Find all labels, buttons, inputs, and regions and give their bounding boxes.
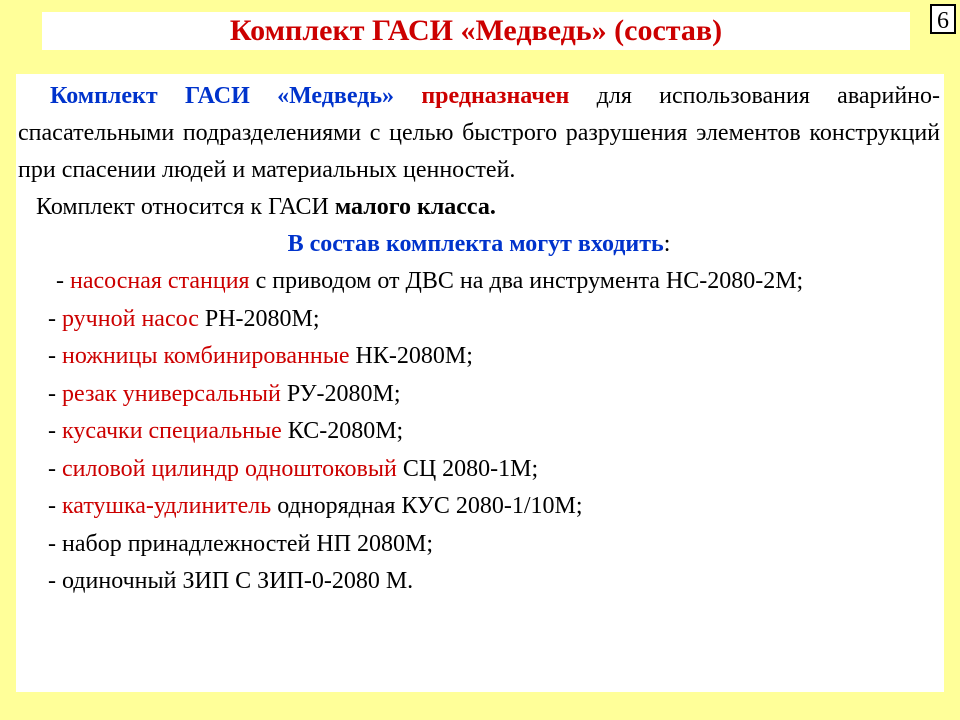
list-item: [18, 376, 940, 414]
item-name: силовой цилиндр одноштоковый: [62, 455, 397, 482]
item-rest: одиночный ЗИП С ЗИП-0-2080 М.: [62, 568, 414, 594]
item-rest: СЦ 2080-1М;: [396, 455, 539, 482]
list-item: [18, 413, 940, 451]
item-dash: -: [48, 380, 62, 407]
item-rest: РН-2080М;: [198, 305, 320, 332]
item-rest: РУ-2080М;: [280, 380, 401, 407]
composition-heading: [18, 226, 940, 263]
intro-paragraph: [18, 78, 940, 189]
item-name: резак универсальный: [62, 380, 281, 407]
list-item: [18, 338, 940, 376]
content-panel: [16, 74, 944, 692]
item-name: ручной насос: [62, 305, 199, 332]
item-name: насосная станция: [70, 268, 250, 294]
item-dash: -: [48, 493, 62, 519]
item-dash: -: [48, 343, 62, 369]
item-name: кусачки специальные: [62, 418, 282, 444]
class-prefix: Комплект относится к ГАСИ: [36, 194, 335, 220]
intro-text: для использования аварийно-спасательными подразделениями с целью быстрого разрушения элементов конструкций при спасении людей и материальных ценностей.: [18, 83, 941, 183]
kit-name: Комплект ГАСИ «Медведь»: [50, 83, 395, 109]
item-rest: КС-2080М;: [281, 418, 404, 444]
list-item: [18, 451, 940, 489]
item-name: ножницы комбинированные: [62, 343, 350, 369]
item-dash: -: [48, 568, 62, 594]
composition-heading-text: В состав комплекта могут входить: [287, 231, 664, 257]
list-item: [18, 263, 940, 301]
list-item: [18, 526, 940, 564]
class-paragraph: [18, 189, 940, 226]
class-value: малого класса.: [334, 194, 496, 220]
list-item: [18, 488, 940, 526]
item-rest: набор принадлежностей НП 2080М;: [62, 530, 434, 557]
page-number: 6: [930, 4, 956, 34]
title-bar: [42, 12, 910, 50]
component-list: [18, 263, 940, 601]
purpose-keyword: предназначен: [421, 83, 570, 109]
item-rest: НК-2080М;: [349, 343, 473, 369]
item-dash: -: [48, 305, 62, 332]
item-rest: однорядная КУС 2080-1/10М;: [271, 493, 583, 519]
list-item: [18, 563, 940, 601]
item-rest: с приводом от ДВС на два инструмента НС-2080-2М;: [249, 268, 804, 294]
item-dash: -: [48, 530, 62, 557]
item-dash: -: [56, 268, 70, 294]
item-name: катушка-удлинитель: [62, 493, 272, 519]
page-title: Комплект ГАСИ «Медведь» (состав): [229, 14, 723, 47]
list-item: [18, 301, 940, 339]
composition-colon: :: [663, 231, 671, 257]
item-dash: -: [48, 418, 62, 444]
item-dash: -: [48, 455, 62, 482]
